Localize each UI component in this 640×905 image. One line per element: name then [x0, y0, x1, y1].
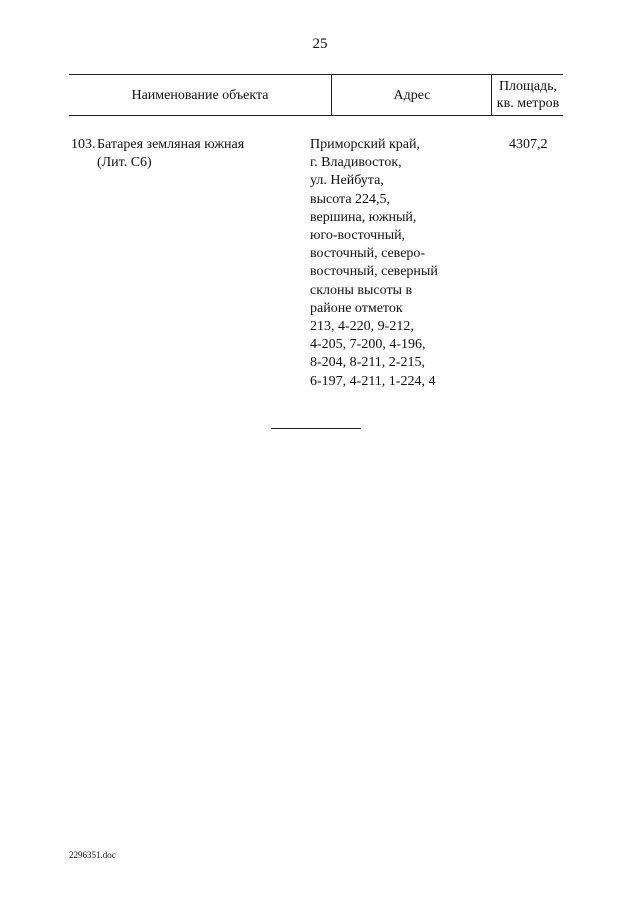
address-line: юго-восточный, [310, 228, 406, 244]
address-line: 213, 4-220, 9-212, [310, 319, 414, 335]
object-name [97, 136, 317, 172]
address-line: 6-197, 4-211, 1-224, 4 [310, 373, 436, 389]
address-line: 8-204, 8-211, 2-215, [310, 355, 425, 371]
header-area-line: кв. метров [496, 96, 560, 111]
header-address: Адрес [331, 75, 492, 115]
object-area: 4307,2 [509, 137, 548, 152]
header-area [491, 75, 564, 115]
address-line: районе отметок [310, 300, 403, 316]
object-name-line: (Лит. С6) [97, 155, 152, 171]
object-address [310, 136, 485, 391]
address-line: ул. Нейбута, [310, 173, 384, 189]
header-area-line: Площадь, [498, 79, 558, 94]
address-line: г. Владивосток, [310, 155, 402, 171]
table-header [69, 74, 563, 116]
object-name-line: Батарея земляная южная [97, 137, 245, 152]
address-line: вершина, южный, [310, 209, 417, 225]
header-object-name: Наименование объекта [131, 87, 269, 103]
footer-filename: 2296351.doc [69, 850, 116, 860]
objects-table [69, 74, 563, 389]
page-number: 25 [312, 36, 328, 52]
address-line: восточный, северо- [310, 246, 426, 262]
address-line: восточный, северный [310, 264, 438, 280]
end-of-table-rule [271, 428, 361, 429]
address-line: высота 224,5, [310, 191, 391, 207]
address-line: Приморский край, [310, 137, 420, 152]
address-line: склоны высоты в [310, 282, 413, 298]
address-line: 4-205, 7-200, 4-196, [310, 337, 426, 353]
row-number: 103. [71, 137, 96, 152]
